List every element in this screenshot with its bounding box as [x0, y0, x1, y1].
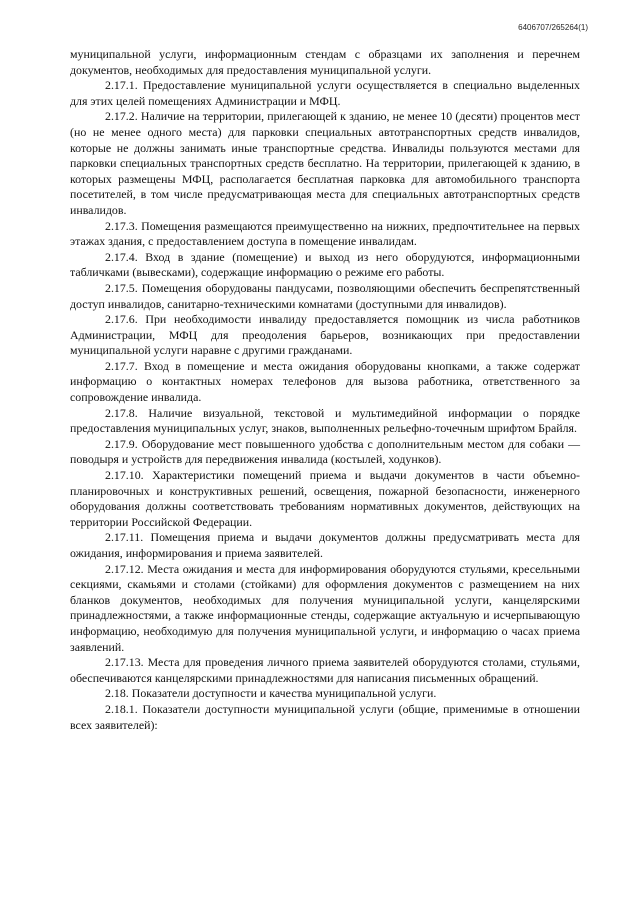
paragraph-2-17-9: 2.17.9. Оборудование мест повышенного удобства с дополнительным местом для собаки — поводыря и устройств для передвижения инвалида (костылей, ходунков). [70, 436, 580, 467]
paragraph-2-17-5: 2.17.5. Помещения оборудованы пандусами, позволяющими обеспечить беспрепятственный доступ инвалидов, санитарно-техническими комнатами (доступными для инвалидов). [70, 280, 580, 311]
document-id: 6406707/265264(1) [518, 23, 588, 32]
paragraph-2-17-3: 2.17.3. Помещения размещаются преимущественно на нижних, предпочтительнее на первых этажах здания, с предоставлением доступа в помещение инвалидам. [70, 218, 580, 249]
paragraph-2-17-6: 2.17.6. При необходимости инвалиду предоставляется помощник из числа работников Администрации, МФЦ для преодоления барьеров, возникающих при предоставлении муниципальной услуги наравне с другими гражданами. [70, 312, 580, 358]
paragraph-2-17-12: 2.17.12. Места ожидания и места для информирования оборудуются стульями, кресельными секциями, скамьями и столами (стойками) для оформления документов с размещением на них бланков документов, необходимых для получения муниципальной услуги, канцелярскими принадлежностями, а также информационные стенды, содержащие актуальную и исчерпывающую информацию, необходимую для получения муниципальной услуги, и информацию о часах приема заявлений. [70, 561, 580, 654]
paragraph-2-17-7: 2.17.7. Вход в помещение и места ожидания оборудованы кнопками, а также содержат информацию о контактных номерах телефонов для вызова работника, ответственного за сопровождение инвалида. [70, 358, 580, 405]
paragraph-2-17-10: 2.17.10. Характеристики помещений приема и выдачи документов в части объемно-планировочных и конструктивных решений, освещения, пожарной безопасности, инженерного оборудования должны соответствовать требованиям нормативных документов, действующих на территории Российской Федерации. [70, 468, 580, 529]
paragraph-2-17-2: 2.17.2. Наличие на территории, прилегающей к зданию, не менее 10 (десяти) процентов мест (но не менее одного места) для парковки специальных автотранспортных средств инвалидов, которые не должны занимать иные транспортные средства. Инвалиды пользуются местами для парковки специальных транспортных средств бесплатно. На территории, прилегающей к зданию, в которых размещены МФЦ, располагается бесплатная парковка для автомобильного транспорта посетителей, в том числе предусматривающая места для специальных автотранспортных средств инвалидов. [70, 109, 580, 217]
paragraph-2-17-13: 2.17.13. Места для проведения личного приема заявителей оборудуются столами, стульями, обеспечиваются канцелярскими принадлежностями для написания письменных обращений. [70, 655, 580, 685]
paragraph-2-17-11: 2.17.11. Помещения приема и выдачи документов должны предусматривать места для ожидания, информирования и приема заявителей. [70, 530, 580, 560]
paragraph-continuation: муниципальной услуги, информационным стендам с образцами их заполнения и перечнем документов, необходимых для предоставления муниципальной услуги. [70, 47, 580, 77]
paragraph-2-17-1: 2.17.1. Предоставление муниципальной услуги осуществляется в специально выделенных для этих целей помещениях Администрации и МФЦ. [70, 78, 580, 108]
paragraph-2-17-4: 2.17.4. Вход в здание (помещение) и выход из него оборудуются, информационными табличками (вывесками), содержащие информацию о режиме его работы. [70, 249, 580, 280]
paragraph-2-18: 2.18. Показатели доступности и качества муниципальной услуги. [105, 686, 437, 701]
paragraph-2-18-1: 2.18.1. Показатели доступности муниципальной услуги (общие, применимые в отношении всех заявителей): [70, 701, 580, 732]
document-body [70, 47, 580, 733]
paragraph-2-17-8: 2.17.8. Наличие визуальной, текстовой и мультимедийной информации о порядке предоставления муниципальных услуг, знаков, выполненных рельефно-точечным шрифтом Брайля. [70, 405, 580, 436]
